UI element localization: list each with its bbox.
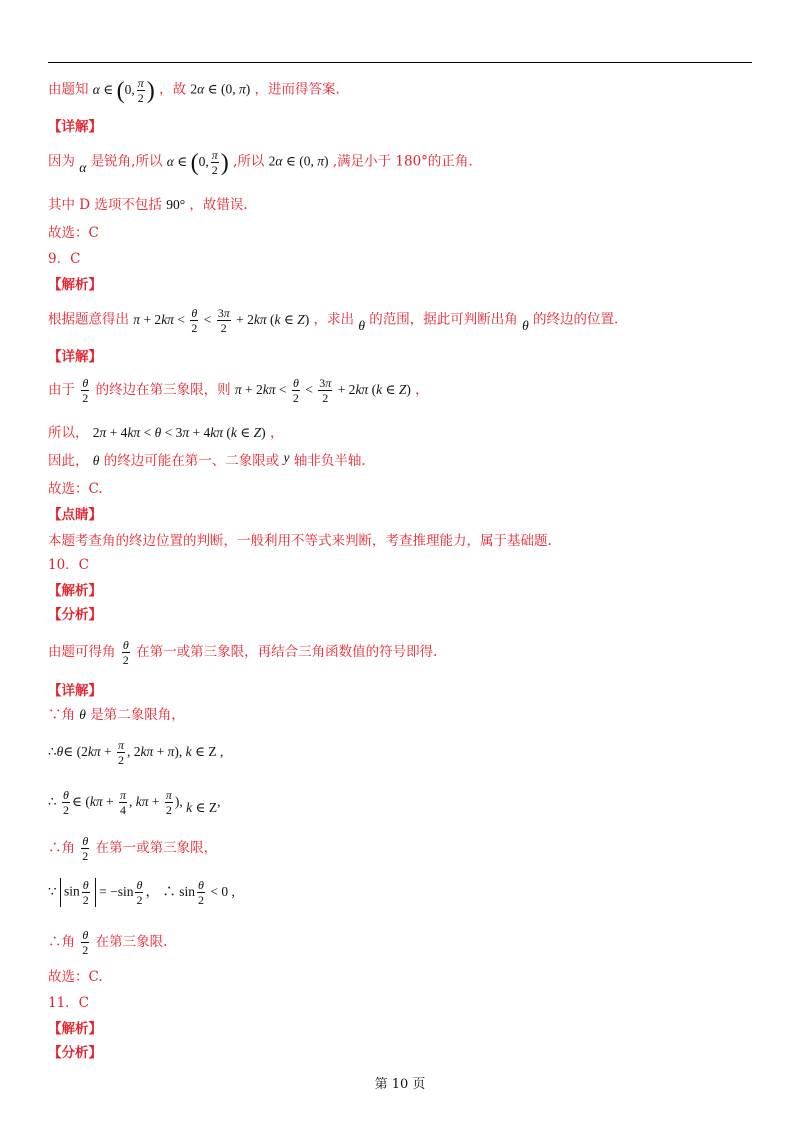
line-analysis-10: 由题可得角 $\frac{\theta}{2}$ 在第一或第三象限，再结合三角函数值的符号即得. — [48, 638, 438, 667]
symbol-theta: θ — [358, 317, 365, 333]
line-theta-set — [48, 738, 223, 767]
formula-alpha-interval: α ∈ (0, $\frac{\pi}{2}$ ) — [92, 76, 155, 105]
symbol-theta: θ — [79, 707, 86, 722]
formula-90-degrees: 90° — [166, 197, 186, 212]
formula-theta-set: ∴θ∈ (2kπ + $\frac{\pi}{2}$ , 2kπ + π), k ∈ Z , — [48, 738, 224, 767]
heading-detail: 【详解】 — [48, 683, 102, 699]
formula-inequality-half: π + 2kπ < $\frac{\theta}{2}$ < $\frac{3\pi}{2}$ + 2kπ (k ∈ Z) — [234, 376, 411, 406]
heading-sub-analysis: 【分析】 — [48, 607, 102, 623]
line-third-quadrant: 由于 $\frac{\theta}{2}$ 的终边在第三象限，则 π + 2kπ < $\frac{\theta}{2}$ < $\frac{3\pi}{2}$ + 2kπ (k ∈ Z) ， — [48, 376, 429, 406]
line-acute-angle: 因为 α 是锐角,所以 α ∈ (0, $\frac{\pi}{2}$ ) ,所以 2α ∈ (0, π) ,满足小于 180°的正角. — [48, 148, 473, 177]
symbol-y: y — [283, 450, 290, 465]
formula-theta-half: $\frac{\theta}{2}$ — [82, 928, 89, 957]
line-third-conclusion: ∴角 $\frac{\theta}{2}$ 在第三象限. — [48, 928, 168, 957]
formula-theta-half: $\frac{\theta}{2}$ — [122, 638, 129, 667]
answer-line: 故选：C. — [48, 969, 103, 985]
page-number: 第 10 页 — [374, 1077, 426, 1092]
answer-line: 故选：C. — [48, 481, 103, 497]
symbol-theta: θ — [522, 317, 529, 333]
line-half-theta-set — [48, 788, 221, 817]
heading-comment: 【点睛】 — [48, 507, 102, 523]
formula-inequality-half: π + 2kπ < $\frac{\theta}{2}$ < $\frac{3\pi}{2}$ + 2kπ (k ∈ Z) — [133, 306, 310, 335]
formula-sine-condition: ∵ sin $\frac{\theta}{2}$ = −sin $\frac{\theta}{2}$ ， ∴ sin $\frac{\theta}{2}$ < 0 , — [48, 878, 235, 907]
line-sine-condition — [48, 878, 235, 907]
heading-detail: 【详解】 — [48, 119, 102, 135]
line-conclusion: 因此， θ 的终边可能在第一、二象限或 y 轴非负半轴. — [48, 450, 366, 469]
question-number: 11．C — [48, 995, 90, 1011]
heading-analysis: 【解析】 — [48, 1021, 102, 1037]
header-rule — [48, 62, 752, 63]
question-number: 10．C — [48, 557, 90, 573]
line-derive: 根据题意得出 π + 2kπ < $\frac{\theta}{2}$ < $\frac{3\pi}{2}$ + 2kπ (k ∈ Z) ，求出 θ 的范围，据此可判断出角 θ 的终边的位置. — [48, 306, 619, 335]
comment-text: 本题考查角的终边位置的判断，一般利用不等式来判断，考查推理能力，属于基础题. — [48, 533, 552, 549]
heading-analysis: 【解析】 — [48, 583, 102, 599]
line-theta-range: 所以， 2π + 4kπ < θ < 3π + 4kπ (k ∈ Z) ， — [48, 425, 284, 441]
line-first-or-third: ∴角 $\frac{\theta}{2}$ 在第一或第三象限， — [48, 834, 218, 863]
line-given: 由题知 α ∈ (0, $\frac{\pi}{2}$ ) ，故 2α ∈ (0, π) ，进而得答案. — [48, 76, 340, 105]
formula-alpha-interval: α ∈ (0, $\frac{\pi}{2}$ ) — [166, 148, 229, 177]
question-number: 9．C — [48, 251, 81, 267]
heading-sub-analysis: 【分析】 — [48, 1045, 102, 1061]
formula-theta-half: $\frac{\theta}{2}$ — [82, 376, 89, 405]
heading-detail: 【详解】 — [48, 349, 102, 365]
answer-line: 故选：C — [48, 225, 99, 241]
formula-half-theta-set: ∴ $\frac{\theta}{2}$ ∈ (kπ + $\frac{\pi}{4}$ , kπ + $\frac{\pi}{2}$ ), k ∈ Z, — [48, 788, 221, 817]
line-option-d: 其中 D 选项不包括 90° ，故错误. — [48, 197, 248, 213]
formula-2alpha-interval: 2α ∈ (0, π) — [190, 81, 251, 97]
formula-theta-inequality: 2π + 4kπ < θ < 3π + 4kπ (k ∈ Z) — [92, 425, 266, 440]
formula-theta-half: $\frac{\theta}{2}$ — [82, 834, 89, 863]
heading-analysis: 【解析】 — [48, 277, 102, 293]
formula-2alpha-interval: 2α ∈ (0, π) — [268, 153, 329, 169]
symbol-theta: θ — [92, 453, 100, 468]
symbol-alpha: α — [79, 159, 87, 175]
line-second-quadrant: ∵角 θ 是第二象限角， — [48, 707, 185, 723]
